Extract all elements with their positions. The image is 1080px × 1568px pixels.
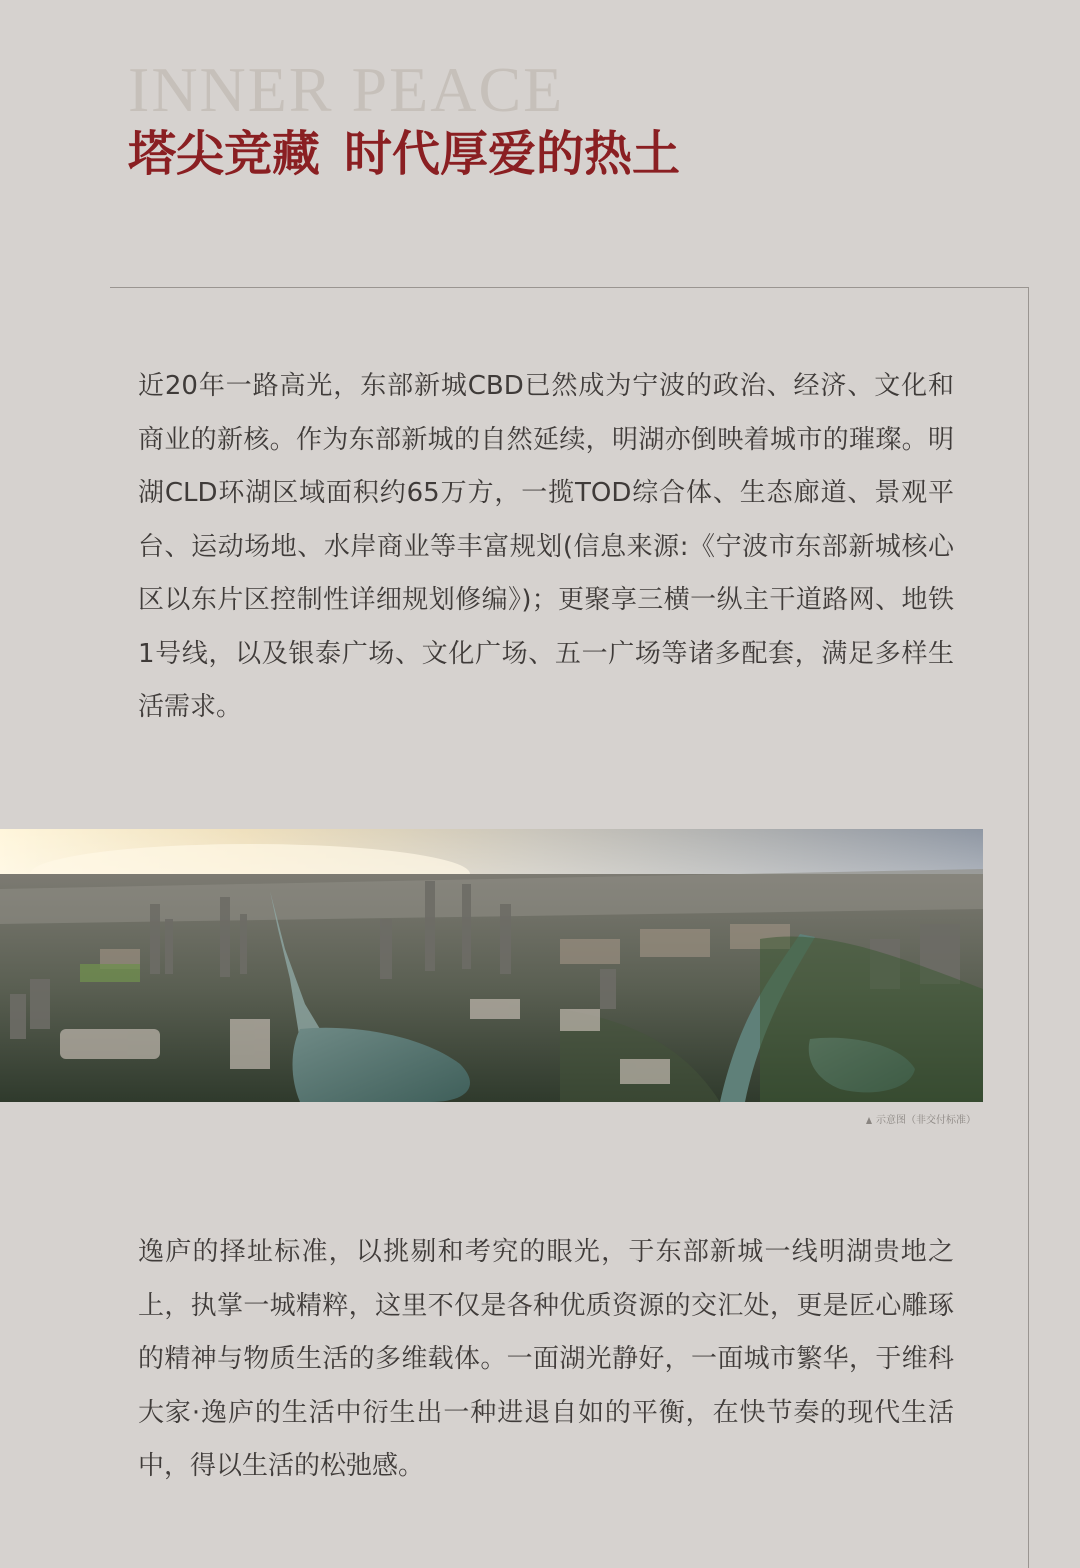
page-title bbox=[128, 124, 680, 184]
photo-caption bbox=[866, 1113, 976, 1129]
location-paragraph: 逸庐的择址标准，以挑剔和考究的眼光，于东部新城一线明湖贵地之上，执掌一城精粹，这里不仅是各种优质资源的交汇处，更是匠心雕琢的精神与物质生活的多维载体。一面湖光静好，一面城市繁华，于维科大家·逸庐的生活中衍生出一种进退自如的平衡，在快节奏的现代生活中，得以生活的松弛感。 bbox=[138, 1237, 954, 1481]
title-part-1: 塔尖竞藏 bbox=[128, 126, 321, 182]
eyebrow-heading: INNER PEACE bbox=[128, 54, 565, 125]
frame-right-line bbox=[1028, 287, 1029, 1568]
triangle-marker-icon bbox=[866, 1117, 872, 1124]
city-panorama-photo bbox=[0, 829, 983, 1102]
intro-paragraph: 近20年一路高光，东部新城CBD已然成为宁波的政治、经济、文化和商业的新核。作为东部新城的自然延续，明湖亦倒映着城市的璀璨。明湖CLD环湖区域面积约65万方，一揽TOD综合体、生态廊道、景观平台、运动场地、水岸商业等丰富规划(信息来源:《宁波市东部新城核心区以东片区控制性详细规划修编》)；更聚享三横一纵主干道路网、地铁1号线，以及银泰广场、文化广场、五一广场等诸多配套，满足多样生活需求。 bbox=[138, 371, 954, 722]
photo-caption-text: 示意图（非交付标准） bbox=[876, 1115, 976, 1126]
frame-top-line bbox=[110, 287, 1029, 288]
title-part-2: 时代厚爱的热土 bbox=[344, 126, 681, 182]
